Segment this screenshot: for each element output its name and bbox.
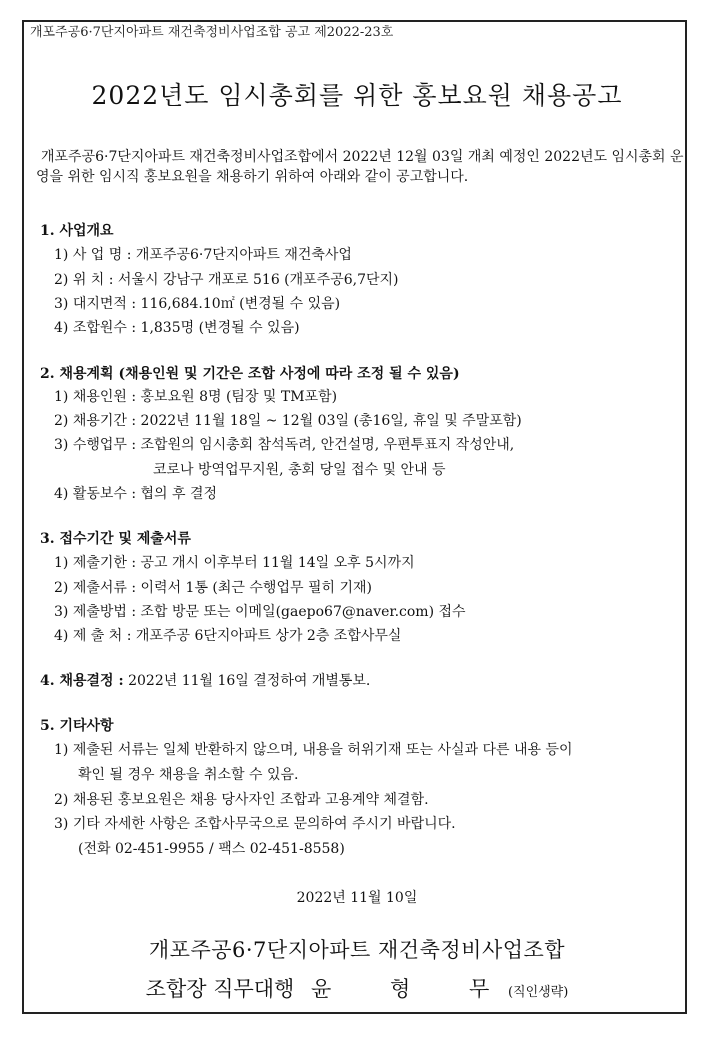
section-1-item: 1) 사 업 명 : 개포주공6·7단지아파트 재건축사업 <box>54 247 352 263</box>
representative-line <box>0 973 714 1003</box>
section-3-item: 1) 제출기한 : 공고 개시 이후부터 11월 14일 오후 5시까지 <box>54 555 415 571</box>
section-4 <box>40 670 370 690</box>
section-1-item: 2) 위 치 : 서울시 강남구 개포로 516 (개포주공6,7단지) <box>54 272 399 288</box>
section-5-heading: 5. 기타사항 <box>40 718 114 734</box>
section-4-heading: 4. 채용결정 : <box>40 673 124 689</box>
seal-omitted-note: (직인생략) <box>507 985 569 1000</box>
section-2-item: 2) 채용기간 : 2022년 11월 18일 ~ 12월 03일 (총16일, 휴일 및 주말포함) <box>54 413 522 429</box>
section-3-item: 3) 제출방법 : 조합 방문 또는 이메일(gaepo67@naver.com) 접수 <box>54 604 466 620</box>
section-5-item: 1) 제출된 서류는 일체 반환하지 않으며, 내용을 허위기재 또는 사실과 다른 내용 등이 <box>54 742 573 758</box>
section-5-item-continued: (전화 02-451-9955 / 팩스 02-451-8558) <box>78 841 345 857</box>
section-5-item: 3) 기타 자세한 사항은 조합사무국으로 문의하여 주시기 바랍니다. <box>54 816 456 832</box>
representative-role: 조합장 직무대행 <box>145 977 295 1001</box>
organization-name: 개포주공6·7단지아파트 재건축정비사업조합 <box>148 938 566 962</box>
section-4-text: 2022년 11월 16일 결정하여 개별통보. <box>128 673 371 689</box>
notice-number: 개포주공6·7단지아파트 재건축정비사업조합 공고 제2022-23호 <box>30 25 394 40</box>
section-1-item: 4) 조합원수 : 1,835명 (변경될 수 있음) <box>54 320 300 336</box>
representative-name: 윤 형 무 <box>311 977 516 1001</box>
section-2-heading: 2. 채용계획 (채용인원 및 기간은 조합 사정에 따라 조정 될 수 있음) <box>40 366 460 382</box>
page-title: 2022년도 임시총회를 위한 홍보요원 채용공고 <box>91 81 623 110</box>
section-2-item: 4) 활동보수 : 협의 후 결정 <box>54 486 218 502</box>
section-2-item: 1) 채용인원 : 홍보요원 8명 (팀장 및 TM포함) <box>54 389 338 405</box>
section-3-item: 2) 제출서류 : 이력서 1통 (최근 수행업무 필히 기재) <box>54 580 372 596</box>
section-3-heading: 3. 접수기간 및 제출서류 <box>40 531 191 547</box>
section-3-item: 4) 제 출 처 : 개포주공 6단지아파트 상가 2층 조합사무실 <box>54 628 402 644</box>
notice-date: 2022년 11월 10일 <box>296 890 418 906</box>
section-1-item: 3) 대지면적 : 116,684.10㎡ (변경될 수 있음) <box>54 296 341 312</box>
section-2-item-continued: 코로나 방역업무지원, 총회 당일 접수 및 안내 등 <box>153 462 446 478</box>
section-5-item: 2) 채용된 홍보요원은 채용 당사자인 조합과 고용계약 체결함. <box>54 792 429 808</box>
section-5-item-continued: 확인 될 경우 채용을 취소할 수 있음. <box>78 767 299 783</box>
section-2-item: 3) 수행업무 : 조합원의 임시총회 참석독려, 안건설명, 우편투표지 작성안내, <box>54 437 515 453</box>
section-1-heading: 1. 사업개요 <box>40 223 114 239</box>
intro-paragraph: 개포주공6·7단지아파트 재건축정비사업조합에서 2022년 12월 03일 개최 예정인 2022년도 임시총회 운영을 위한 임시직 홍보요원을 채용하기 위하여 아래와 같이 공고합니다. <box>36 149 684 185</box>
